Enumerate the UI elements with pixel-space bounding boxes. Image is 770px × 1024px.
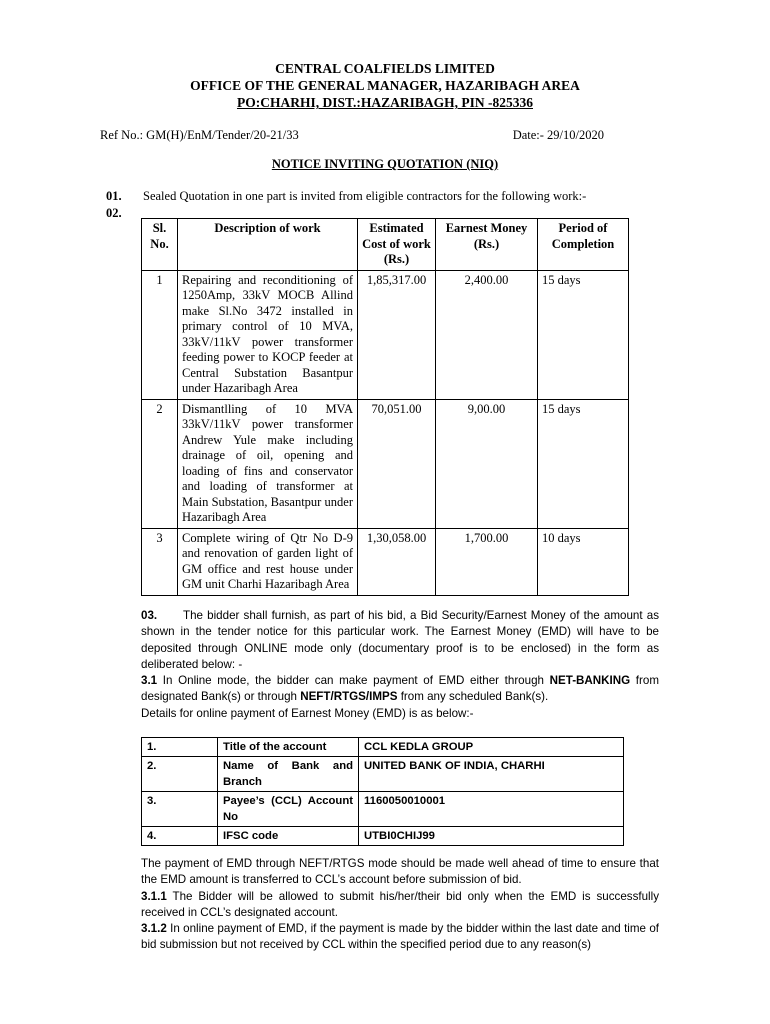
clause-3-1-1 bbox=[141, 889, 659, 922]
bank-row-value: UTBI0CHIJ99 bbox=[359, 827, 624, 846]
table-row bbox=[142, 528, 629, 595]
clause-3-1-label: 3.1 bbox=[141, 674, 158, 688]
bank-row-value: 1160050010001 bbox=[359, 792, 624, 827]
clause-3-1-2-label: 3.1.2 bbox=[141, 922, 167, 936]
table-row bbox=[142, 827, 624, 846]
row-estimated-cost: 1,30,058.00 bbox=[358, 528, 436, 595]
bank-row-value: UNITED BANK OF INDIA, CHARHI bbox=[359, 757, 624, 792]
row-period: 10 days bbox=[538, 528, 629, 595]
row-sl-no: 3 bbox=[142, 528, 178, 595]
work-table-header-row bbox=[142, 219, 629, 271]
section-number-02: 02. bbox=[106, 206, 122, 220]
row-description: Dismantlling of 10 MVA 33kV/11kV power transformer Andrew Yule make including drainage of oil, opening and loading of fins and conservator and loading of transformer at Main Substation, Basantpur under Hazaribagh Area bbox=[178, 399, 358, 528]
clause-3-1-2 bbox=[141, 921, 659, 954]
row-period: 15 days bbox=[538, 270, 629, 399]
row-earnest-money: 1,700.00 bbox=[436, 528, 538, 595]
bank-row-number: 3. bbox=[142, 792, 218, 827]
bank-details-table bbox=[141, 737, 624, 846]
table-row bbox=[142, 399, 629, 528]
section-03-paragraph bbox=[141, 608, 659, 673]
table-row bbox=[142, 757, 624, 792]
bank-row-label: Name of Bank and Branch bbox=[218, 757, 359, 792]
office-address: PO:CHARHI, DIST.:HAZARIBAGH, PIN -825336 bbox=[236, 95, 533, 110]
row-estimated-cost: 70,051.00 bbox=[358, 399, 436, 528]
row-description: Complete wiring of Qtr No D-9 and renovation of garden light of GM office and rest house under GM unit Charhi Hazaribagh Area bbox=[178, 528, 358, 595]
row-sl-no: 1 bbox=[142, 270, 178, 399]
section-03 bbox=[141, 608, 659, 722]
header-sl-no: Sl. No. bbox=[142, 219, 178, 271]
office-name: OFFICE OF THE GENERAL MANAGER, HAZARIBAGH AREA bbox=[190, 78, 580, 93]
reference-line bbox=[100, 128, 604, 143]
bank-row-label: Title of the account bbox=[218, 738, 359, 757]
footer-paragraphs bbox=[141, 856, 659, 954]
work-table bbox=[141, 218, 629, 596]
table-row bbox=[142, 738, 624, 757]
clause-3-1-1-label: 3.1.1 bbox=[141, 889, 167, 903]
reference-number: Ref No.: GM(H)/EnM/Tender/20-21/33 bbox=[100, 128, 299, 142]
section-03-label: 03. bbox=[141, 609, 158, 622]
header-period: Period of Completion bbox=[538, 219, 629, 271]
notice-title: NOTICE INVITING QUOTATION (NIQ) bbox=[271, 157, 499, 171]
letterhead bbox=[0, 60, 770, 111]
header-estimated-cost: Estimated Cost of work (Rs.) bbox=[358, 219, 436, 271]
header-earnest-money: Earnest Money (Rs.) bbox=[436, 219, 538, 271]
table-row bbox=[142, 792, 624, 827]
net-banking-term: NET-BANKING bbox=[549, 674, 631, 688]
clause-3-1-1-text: The Bidder will be allowed to submit his/her/their bid only when the EMD is successfully received in CCL’s designated account. bbox=[141, 889, 659, 919]
clause-3-1-2-text: In online payment of EMD, if the payment is made by the bidder within the last date and time of bid submission but not received by CCL within the specified period due to any reason(s) bbox=[141, 922, 659, 952]
bank-row-label: Payee’s (CCL) Account No bbox=[218, 792, 359, 827]
table-row bbox=[142, 270, 629, 399]
section-number-01: 01. bbox=[106, 189, 122, 203]
row-estimated-cost: 1,85,317.00 bbox=[358, 270, 436, 399]
row-earnest-money: 2,400.00 bbox=[436, 270, 538, 399]
company-name: CENTRAL COALFIELDS LIMITED bbox=[275, 61, 495, 76]
bank-row-number: 4. bbox=[142, 827, 218, 846]
clause-3-1-text: from designated Bank(s) or through bbox=[141, 674, 659, 704]
row-period: 15 days bbox=[538, 399, 629, 528]
row-sl-no: 2 bbox=[142, 399, 178, 528]
bank-row-number: 2. bbox=[142, 757, 218, 792]
row-earnest-money: 9,00.00 bbox=[436, 399, 538, 528]
emd-details-intro: Details for online payment of Earnest Money (EMD) is as below:- bbox=[141, 706, 474, 720]
clause-3-1-text: from any scheduled Bank(s). bbox=[397, 690, 549, 704]
header-description: Description of work bbox=[178, 219, 358, 271]
clause-3-1-text: In Online mode, the bidder can make payment of EMD either through bbox=[157, 674, 550, 688]
bank-row-number: 1. bbox=[142, 738, 218, 757]
notice-date: Date:- 29/10/2020 bbox=[512, 128, 604, 142]
section-03-text: The bidder shall furnish, as part of his bid, a Bid Security/Earnest Money of the amount as shown in the tender notice for this particular work. The Earnest Money (EMD) will have to be deposited through ONLINE mode only (documentary proof is to be enclosed) in the form as deliberated below: - bbox=[141, 609, 659, 671]
intro-text: Sealed Quotation in one part is invited from eligible contractors for the following work:- bbox=[143, 189, 587, 203]
emd-timing-paragraph: The payment of EMD through NEFT/RTGS mode should be made well ahead of time to ensure that the EMD amount is transferred to CCL’s account before submission of bid. bbox=[141, 857, 659, 887]
bank-row-value: CCL KEDLA GROUP bbox=[359, 738, 624, 757]
neft-rtgs-imps-term: NEFT/RTGS/IMPS bbox=[300, 690, 398, 704]
clause-3-1 bbox=[141, 673, 659, 706]
row-description: Repairing and reconditioning of 1250Amp, 33kV MOCB Allind make Sl.No 3472 installed in primary control of 10 MVA, 33kV/11kV power transformer feeding power to KOCP feeder at Central Substation Basantpur under Hazaribagh Area bbox=[178, 270, 358, 399]
bank-row-label: IFSC code bbox=[218, 827, 359, 846]
